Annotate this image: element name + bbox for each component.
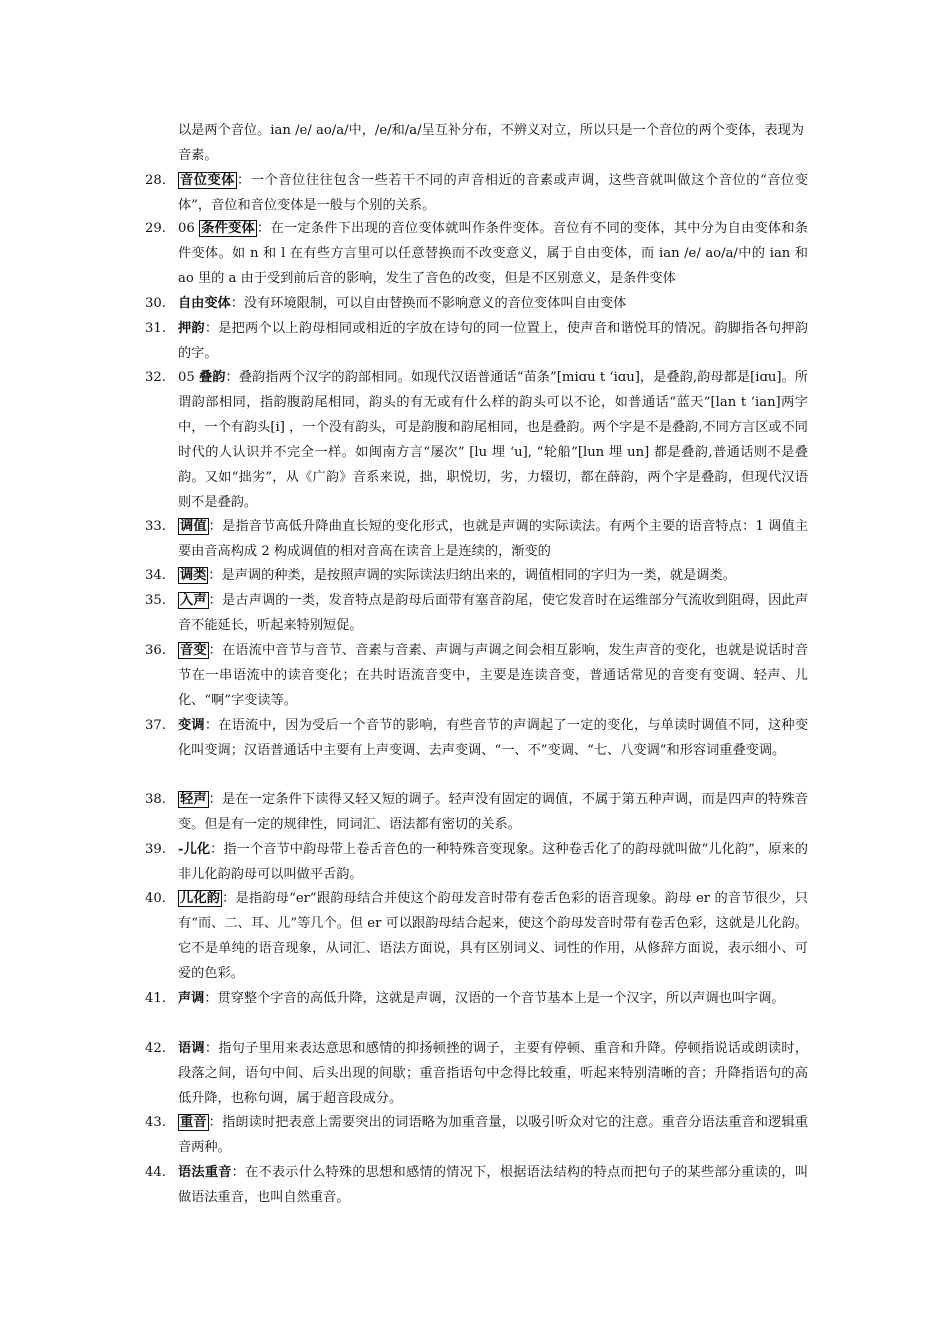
item-definition: ：指一个音节中韵母带上卷舌音色的一种特殊音变现象。这种卷舌化了的韵母就叫做“儿化韵”，原来的非儿化韵韵母可以叫做平舌韵。 bbox=[178, 842, 808, 882]
item-term: 入声 bbox=[180, 593, 207, 608]
item-number: 31. bbox=[145, 321, 166, 336]
item-term: 调值 bbox=[180, 519, 207, 534]
item-definition: ：贯穿整个字音的高低升降，这就是声调，汉语的一个音节基本上是一个汉字，所以声调也叫字调。 bbox=[204, 991, 785, 1006]
item-term: 重音 bbox=[180, 1115, 207, 1130]
item-number: 33. bbox=[145, 519, 166, 534]
item-number: 35. bbox=[145, 593, 166, 608]
item-number: 44. bbox=[145, 1165, 166, 1180]
item-definition: ：一个音位往往包含一些若干不同的声音相近的音素或声调，这些音就叫做这个音位的“音位变体”，音位和音位变体是一般与个别的关系。 bbox=[178, 173, 808, 213]
continuation-paragraph: 以是两个音位。ian /e/ ao/a/中，/e/和/a/呈互补分布，不辨义对立，所以只是一个音位的两个变体，表现为音素。 bbox=[178, 123, 804, 163]
item-definition: ：是在一定条件下读得又轻又短的调子。轻声没有固定的调值，不属于第五种声调，而是四声的特殊音变。但是有一定的规律性，同词汇、语法都有密切的关系。 bbox=[178, 792, 809, 832]
item-term: 音变 bbox=[180, 643, 207, 658]
item-prefix: 05 bbox=[178, 370, 200, 385]
item-number: 42. bbox=[145, 1041, 166, 1056]
item-number: 43. bbox=[145, 1115, 166, 1130]
item-prefix: 06 bbox=[178, 221, 200, 236]
item-term: -儿化 bbox=[178, 842, 211, 857]
item-definition: ：指句子里用来表达意思和感情的抑扬顿挫的调子，主要有停顿、重音和升降。停顿指说话或朗读时，段落之间，语句中间、后头出现的间歇；重音指语句中念得比较重，听起来特别清晰的音；升降指语句的高低升降，也称句调，属于超音段成分。 bbox=[178, 1041, 809, 1106]
item-definition: ：是指音节高低升降曲直长短的变化形式，也就是声调的实际读法。有两个主要的语音特点：1 调值主要由音高构成 2 构成调值的相对音高在读音上是连续的，渐变的 bbox=[178, 519, 809, 559]
item-definition: ：没有环境限制，可以自由替换而不影响意义的音位变体叫自由变体 bbox=[230, 296, 627, 311]
item-number: 39. bbox=[145, 842, 166, 857]
item-term: 语调 bbox=[178, 1041, 205, 1056]
item-number: 37. bbox=[145, 718, 166, 733]
item-definition: ：指朗读时把表意上需要突出的词语略为加重音量，以吸引听众对它的注意。重音分语法重音和逻辑重音两种。 bbox=[178, 1115, 809, 1155]
item-definition: ：是古声调的一类，发音特点是韵母后面带有塞音韵尾，使它发音时在运维部分气流收到阻碍，因此声音不能延长，听起来特别短促。 bbox=[178, 593, 809, 633]
item-definition: ：是把两个以上韵母相同或相近的字放在诗句的同一位置上，使声音和谐悦耳的情况。韵脚指各句押韵的字。 bbox=[178, 321, 809, 361]
item-definition: ：在不表示什么特殊的思想和感情的情况下，根据语法结构的特点而把句子的某些部分重读的，叫做语法重音，也叫自然重音。 bbox=[178, 1165, 809, 1205]
item-number: 34. bbox=[145, 568, 166, 583]
item-number: 30. bbox=[145, 296, 166, 311]
item-term: 叠韵 bbox=[199, 370, 226, 385]
item-definition: ：是声调的种类，是按照声调的实际读法归纳出来的，调值相同的字归为一类，就是调类。 bbox=[208, 568, 736, 583]
item-number: 29. bbox=[145, 221, 166, 236]
item-number: 32. bbox=[145, 370, 166, 385]
item-number: 36. bbox=[145, 643, 166, 658]
item-definition: ：在语流中，因为受后一个音节的影响，有些音节的声调起了一定的变化，与单读时调值不同，这种变化叫变调；汉语普通话中主要有上声变调、去声变调、“一、不”变调、“七、八变调”和形容词重叠变调。 bbox=[178, 718, 809, 758]
item-term: 条件变体 bbox=[201, 221, 256, 236]
item-term: 变调 bbox=[178, 718, 205, 733]
item-term: 儿化韵 bbox=[180, 891, 221, 906]
item-definition: ：是指韵母“er”跟韵母结合并使这个韵母发音时带有卷舌色彩的语音现象。韵母 er 的音节很少，只有“而、二、耳、儿”等几个。但 er 可以跟韵母结合起来，使这个韵母发音时带有卷舌色彩，这就是儿化韵。它不是单纯的语音现象，从词汇、语法方面说，具有区别词义、词性的作用，从修辞方面说，表示细小、可爱的色彩。 bbox=[178, 891, 808, 981]
item-term: 自由变体 bbox=[178, 296, 231, 311]
item-number: 38. bbox=[145, 792, 166, 807]
item-number: 28. bbox=[145, 173, 166, 188]
item-definition: ：在一定条件下出现的音位变体就叫作条件变体。音位有不同的变体，其中分为自由变体和条件变体。如 n 和 l 在有些方言里可以任意替换而不改变意义，属于自由变体，而 ian /e/ ao/a/中的 ian 和 ao 里的 a 由于受到前后音的影响，发生了音色的改变，但是不区别意义，是条件变体 bbox=[178, 221, 808, 286]
item-term: 押韵 bbox=[178, 321, 205, 336]
item-term: 音位变体 bbox=[180, 173, 236, 188]
item-term: 轻声 bbox=[180, 792, 207, 807]
item-term: 语法重音 bbox=[178, 1165, 232, 1180]
item-term: 调类 bbox=[180, 568, 207, 583]
item-definition: ：在语流中音节与音节、音素与音素、声调与声调之间会相互影响，发生声音的变化，也就是说话时音节在一串语流中的读音变化；在共时语流音变中，主要是连读音变，普通话常见的音变有变调、轻声、儿化、“啊”字变读等。 bbox=[178, 643, 809, 708]
item-definition: ：叠韵指两个汉字的韵部相同。如现代汉语普通话“苗条”[miɑu t ‘iɑu]，是叠韵,韵母都是[iɑu]。所谓韵部相同，指韵腹韵尾相同，韵头的有无或有什么样的韵头可以不论，如普通话“蓝天”[lan t ‘ian]两字中，一个有韵头[i] ，一个没有韵头，可是韵腹和韵尾相同，也是叠韵。两个字是不是叠韵,不同方言区或不同时代的人认识并不完全一样。如闽南方言“屡次” [lu 埋 ‘u], “轮船”[lun 埋 un] 都是叠韵,普通话则不是叠韵。又如“拙劣”，从《广韵》音系来说，拙，职悦切，劣，力辍切，都在薛韵，两个字是叠韵，但现代汉语则不是叠韵。 bbox=[178, 370, 808, 510]
item-term: 声调 bbox=[178, 991, 205, 1006]
item-number: 41. bbox=[145, 991, 166, 1006]
item-number: 40. bbox=[145, 891, 166, 906]
